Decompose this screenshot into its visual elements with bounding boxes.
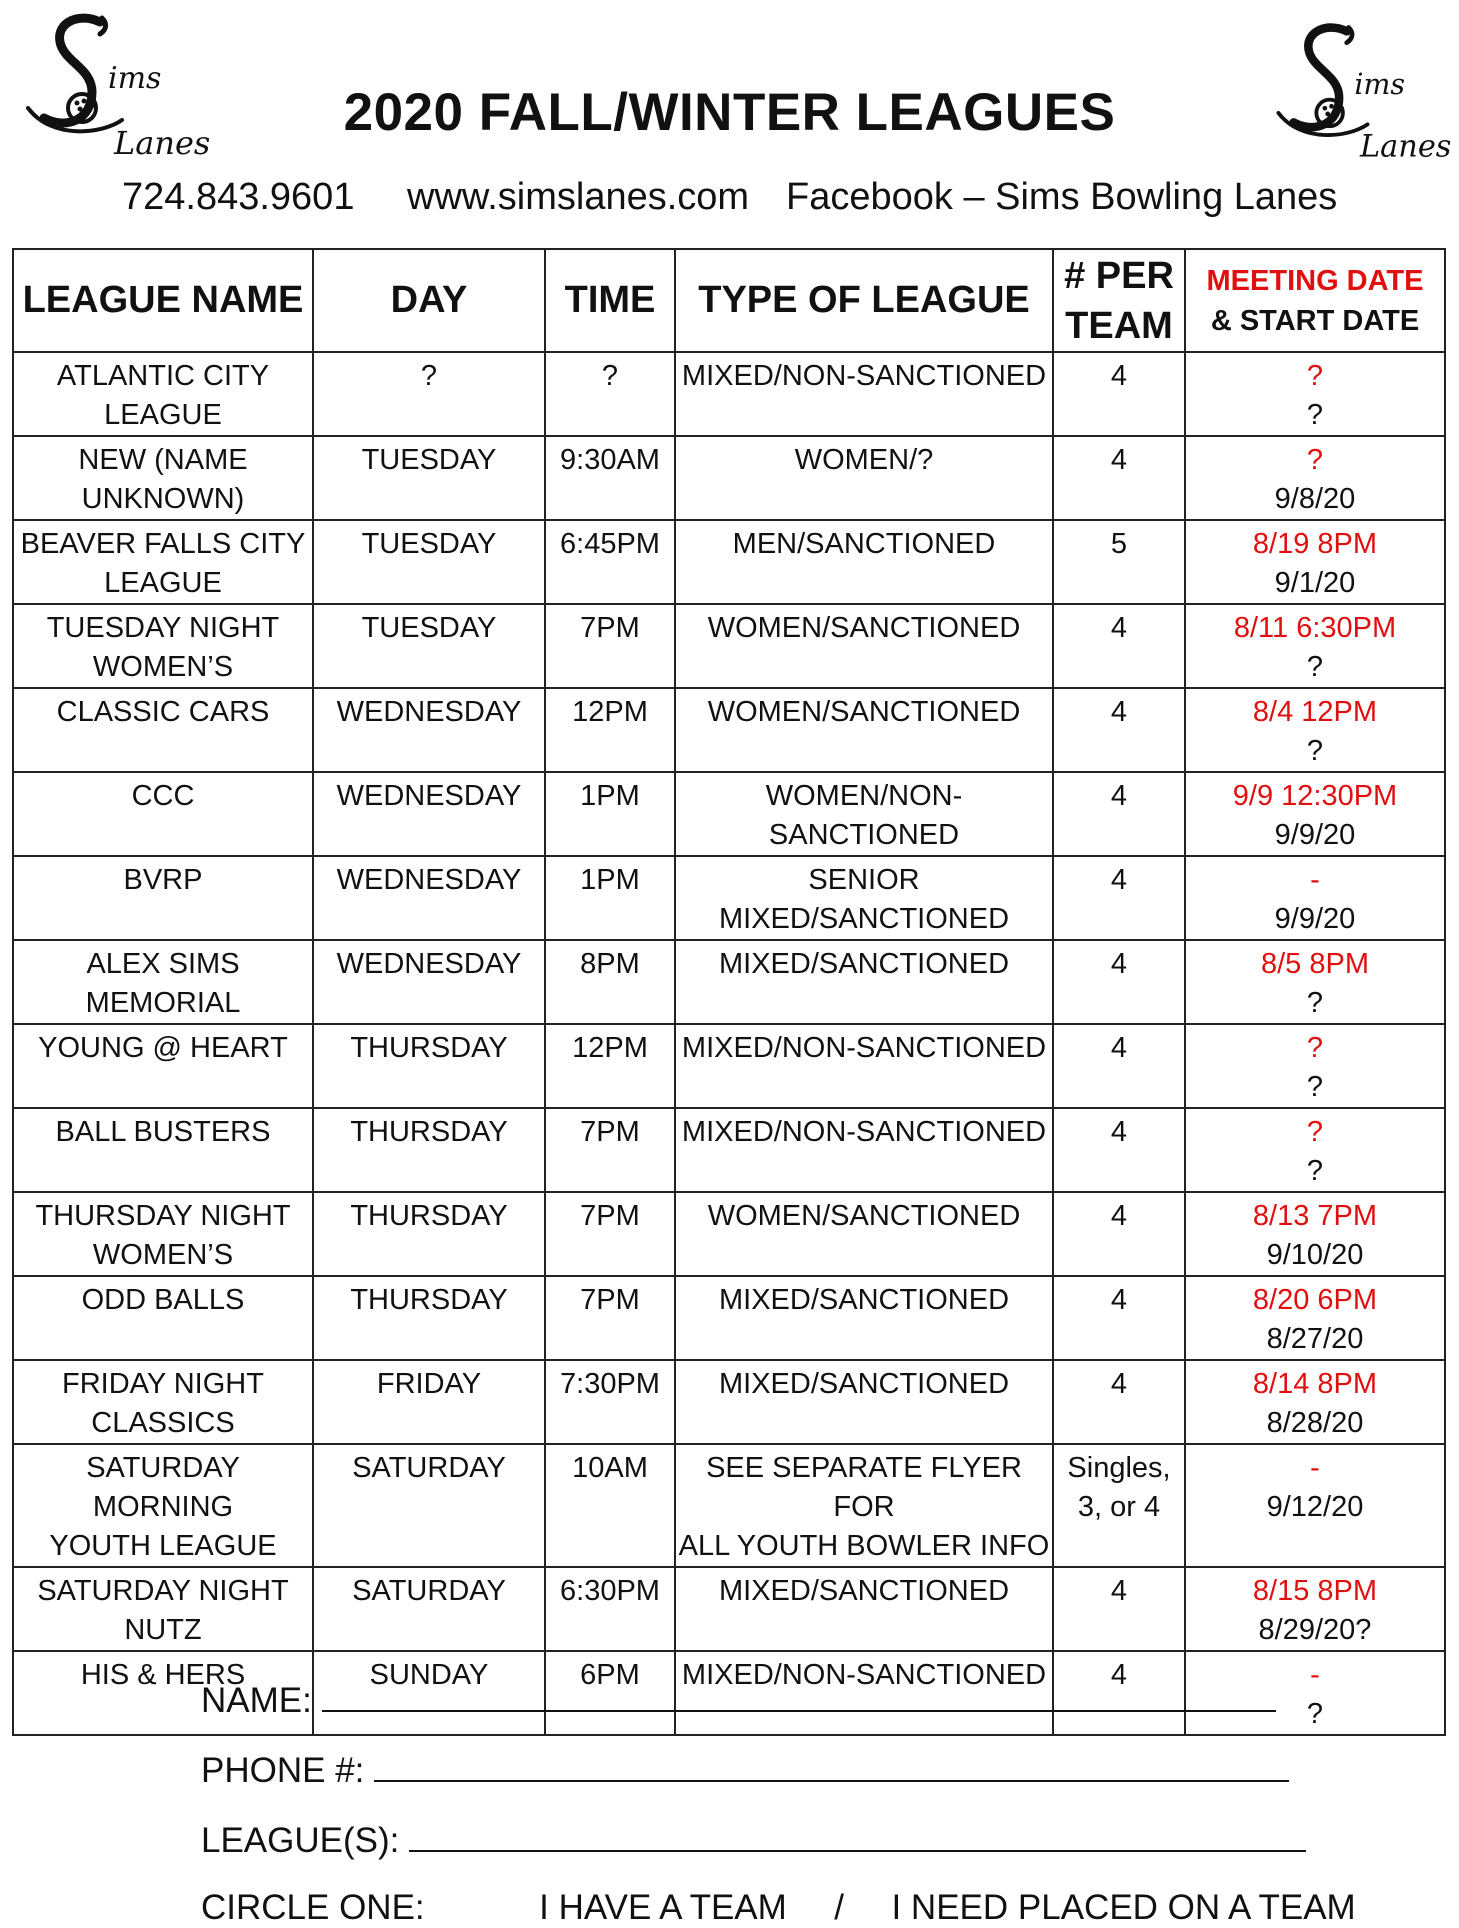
- per-team-cell-line1: 4: [1110, 696, 1128, 728]
- time-cell: 12PM: [545, 1024, 675, 1108]
- start-date-label: & START DATE: [1210, 304, 1420, 337]
- league-name-cell-line1: SATURDAY NIGHT: [37, 1575, 289, 1607]
- meeting-cell: [1185, 604, 1445, 688]
- per-team-cell: [1053, 436, 1185, 520]
- start-date: 9/1/20: [1274, 567, 1356, 599]
- start-date: ?: [1306, 1071, 1324, 1103]
- table-row: [13, 856, 1445, 940]
- league-name-cell-line2: YOUTH LEAGUE: [49, 1530, 277, 1562]
- league-name-cell: [13, 772, 313, 856]
- type-cell: [675, 520, 1053, 604]
- per-team-cell-line1: 5: [1110, 528, 1128, 560]
- type-cell-line1: WOMEN/SANCTIONED: [707, 1200, 1021, 1232]
- type-cell: [675, 352, 1053, 436]
- meeting-cell: [1185, 1444, 1445, 1567]
- option-need-team[interactable]: I NEED PLACED ON A TEAM: [891, 1888, 1356, 1927]
- league-name-cell: [13, 1108, 313, 1192]
- league-name-cell: [13, 352, 313, 436]
- league-name-cell-line2: WOMEN’S: [92, 1239, 234, 1271]
- meeting-cell: [1185, 520, 1445, 604]
- league-name-cell-line2: LEAGUE: [104, 399, 222, 431]
- start-date: ?: [1306, 651, 1324, 683]
- table-row: [13, 1444, 1445, 1567]
- type-cell-line1: WOMEN/SANCTIONED: [707, 612, 1021, 644]
- league-name-cell: [13, 436, 313, 520]
- league-name-cell: [13, 1444, 313, 1567]
- day-cell: WEDNESDAY: [313, 856, 545, 940]
- table-row: [13, 1108, 1445, 1192]
- meeting-cell: [1185, 856, 1445, 940]
- league-name-cell-line2: LEAGUE: [104, 567, 222, 599]
- phone-field[interactable]: [201, 1750, 1289, 1791]
- type-cell-line2: ALL YOUTH BOWLER INFO: [678, 1530, 1050, 1562]
- start-date: 8/29/20?: [1258, 1614, 1372, 1646]
- meeting-date: 8/11 6:30PM: [1233, 612, 1397, 644]
- logo-ims-text: ims: [1354, 67, 1406, 101]
- league-field[interactable]: [201, 1820, 1306, 1861]
- table-row: [13, 1276, 1445, 1360]
- table-header-row: [13, 249, 1445, 352]
- day-cell: SATURDAY: [313, 1567, 545, 1651]
- meeting-date: ?: [1306, 444, 1324, 476]
- type-cell-line1: WOMEN/NON-: [765, 780, 963, 812]
- day-cell: THURSDAY: [313, 1108, 545, 1192]
- start-date: ?: [1306, 987, 1324, 1019]
- meeting-date: -: [1310, 1659, 1320, 1691]
- type-cell: [675, 1444, 1053, 1567]
- league-label: LEAGUE(S):: [201, 1821, 400, 1860]
- league-name-cell-line1: HIS & HERS: [80, 1659, 246, 1691]
- table-row: [13, 1192, 1445, 1276]
- meeting-cell: [1185, 1108, 1445, 1192]
- time-cell: 9:30AM: [545, 436, 675, 520]
- meeting-date: 8/14 8PM: [1252, 1368, 1378, 1400]
- per-team-cell-line1: 4: [1110, 1116, 1128, 1148]
- type-cell-line1: MIXED/NON-SANCTIONED: [681, 360, 1047, 392]
- table-row: [13, 772, 1445, 856]
- type-cell-line1: SEE SEPARATE FLYER FOR: [706, 1452, 1022, 1523]
- per-team-cell-line1: 4: [1110, 360, 1128, 392]
- name-blank[interactable]: [322, 1680, 1276, 1712]
- start-date: ?: [1306, 1155, 1324, 1187]
- option-separator: /: [834, 1888, 845, 1927]
- table-row: [13, 1360, 1445, 1444]
- day-cell: TUESDAY: [313, 520, 545, 604]
- col-header-league-name: LEAGUE NAME: [13, 249, 313, 352]
- league-name-cell-line1: SATURDAY MORNING: [86, 1452, 240, 1523]
- per-team-cell-line1: 4: [1110, 948, 1128, 980]
- per-team-cell-line1: 4: [1110, 444, 1128, 476]
- type-cell: [675, 436, 1053, 520]
- leagues-table: [12, 248, 1446, 1736]
- time-cell: 7PM: [545, 1192, 675, 1276]
- meeting-cell: [1185, 688, 1445, 772]
- meeting-date: 8/19 8PM: [1252, 528, 1378, 560]
- meeting-cell: [1185, 1024, 1445, 1108]
- per-team-cell-line1: 4: [1110, 780, 1128, 812]
- type-cell: [675, 856, 1053, 940]
- league-blank[interactable]: [409, 1820, 1306, 1852]
- time-cell: 7PM: [545, 604, 675, 688]
- type-cell-line2: MIXED/SANCTIONED: [718, 903, 1010, 935]
- league-name-cell-line1: NEW (NAME: [78, 444, 248, 476]
- per-team-cell: [1053, 1276, 1185, 1360]
- col-header-day: DAY: [313, 249, 545, 352]
- per-team-cell: [1053, 604, 1185, 688]
- league-name-cell-line2: MEMORIAL: [85, 987, 241, 1019]
- league-name-cell-line2: WOMEN’S: [92, 651, 234, 683]
- name-label: NAME:: [201, 1681, 312, 1720]
- meeting-date: 8/4 12PM: [1252, 696, 1378, 728]
- type-cell: [675, 1360, 1053, 1444]
- start-date: ?: [1306, 399, 1324, 431]
- time-cell: 1PM: [545, 856, 675, 940]
- per-team-cell-line1: Singles,: [1067, 1452, 1171, 1484]
- phone-number: 724.843.9601: [122, 176, 355, 218]
- type-cell: [675, 604, 1053, 688]
- per-team-cell: [1053, 772, 1185, 856]
- type-cell: [675, 1276, 1053, 1360]
- league-name-cell-line2: UNKNOWN): [81, 483, 245, 515]
- day-cell: ?: [313, 352, 545, 436]
- per-team-cell-line1: 4: [1110, 1284, 1128, 1316]
- per-team-cell-line1: 4: [1110, 612, 1128, 644]
- table-row: [13, 352, 1445, 436]
- meeting-date: 8/15 8PM: [1252, 1575, 1378, 1607]
- col-header-type: TYPE OF LEAGUE: [675, 249, 1053, 352]
- type-cell-line1: SENIOR: [808, 864, 920, 896]
- time-cell: 7:30PM: [545, 1360, 675, 1444]
- league-name-cell-line1: BEAVER FALLS CITY: [20, 528, 306, 560]
- day-cell: SUNDAY: [313, 1651, 545, 1735]
- start-date: ?: [1306, 1698, 1324, 1730]
- day-cell: WEDNESDAY: [313, 688, 545, 772]
- league-name-cell-line1: ATLANTIC CITY: [56, 360, 270, 392]
- day-cell: THURSDAY: [313, 1192, 545, 1276]
- per-team-line2: TEAM: [1065, 304, 1173, 347]
- meeting-cell: [1185, 352, 1445, 436]
- league-name-cell: [13, 856, 313, 940]
- per-team-cell-line1: 4: [1110, 1200, 1128, 1232]
- meeting-date: 8/5 8PM: [1261, 948, 1369, 980]
- option-have-team[interactable]: I HAVE A TEAM: [539, 1888, 787, 1927]
- table-row: [13, 1024, 1445, 1108]
- league-name-cell-line1: THURSDAY NIGHT: [35, 1200, 291, 1232]
- day-cell: TUESDAY: [313, 436, 545, 520]
- meeting-date: -: [1310, 864, 1320, 896]
- time-cell: 6PM: [545, 1651, 675, 1735]
- logo-ims-text: ims: [108, 61, 162, 96]
- league-name-cell-line2: NUTZ: [124, 1614, 202, 1646]
- league-name-cell-line1: TUESDAY NIGHT: [46, 612, 280, 644]
- league-name-cell-line1: BVRP: [123, 864, 203, 896]
- type-cell-line1: WOMEN/SANCTIONED: [707, 696, 1021, 728]
- table-row: [13, 604, 1445, 688]
- league-name-cell: [13, 604, 313, 688]
- table-row: [13, 1567, 1445, 1651]
- per-team-cell: [1053, 1567, 1185, 1651]
- meeting-date: 9/9 12:30PM: [1232, 780, 1398, 812]
- per-team-cell-line1: 4: [1110, 864, 1128, 896]
- type-cell: [675, 772, 1053, 856]
- circle-one-label: CIRCLE ONE:: [201, 1888, 425, 1927]
- meeting-cell: [1185, 436, 1445, 520]
- per-team-cell-line1: 4: [1110, 1659, 1128, 1691]
- type-cell-line1: MIXED/NON-SANCTIONED: [681, 1032, 1047, 1064]
- type-cell-line1: MIXED/NON-SANCTIONED: [681, 1116, 1047, 1148]
- day-cell: FRIDAY: [313, 1360, 545, 1444]
- meeting-date: ?: [1306, 1032, 1324, 1064]
- start-date: 9/8/20: [1274, 483, 1356, 515]
- start-date: 8/27/20: [1266, 1323, 1364, 1355]
- per-team-cell-line1: 4: [1110, 1368, 1128, 1400]
- type-cell-line2: SANCTIONED: [768, 819, 960, 851]
- league-name-cell-line1: CCC: [131, 780, 195, 812]
- start-date: 9/9/20: [1274, 903, 1356, 935]
- type-cell: [675, 688, 1053, 772]
- phone-label: PHONE #:: [201, 1751, 365, 1790]
- col-header-time: TIME: [545, 249, 675, 352]
- day-cell: SATURDAY: [313, 1444, 545, 1567]
- meeting-date: ?: [1306, 1116, 1324, 1148]
- meeting-cell: [1185, 1360, 1445, 1444]
- col-header-per-team: [1053, 249, 1185, 352]
- league-name-cell: [13, 1567, 313, 1651]
- time-cell: ?: [545, 352, 675, 436]
- league-name-cell-line2: CLASSICS: [91, 1407, 235, 1439]
- per-team-cell: [1053, 520, 1185, 604]
- league-name-cell-line1: YOUNG @ HEART: [38, 1032, 288, 1064]
- time-cell: 7PM: [545, 1276, 675, 1360]
- day-cell: WEDNESDAY: [313, 940, 545, 1024]
- day-cell: THURSDAY: [313, 1024, 545, 1108]
- per-team-cell: [1053, 856, 1185, 940]
- table-row: [13, 520, 1445, 604]
- per-team-cell: [1053, 1360, 1185, 1444]
- per-team-cell: [1053, 1024, 1185, 1108]
- time-cell: 6:45PM: [545, 520, 675, 604]
- start-date: ?: [1306, 735, 1324, 767]
- league-name-cell: [13, 1276, 313, 1360]
- type-cell-line1: MIXED/SANCTIONED: [718, 1368, 1010, 1400]
- phone-blank[interactable]: [374, 1750, 1289, 1782]
- league-name-cell-line1: CLASSIC CARS: [56, 696, 270, 728]
- per-team-cell: [1053, 688, 1185, 772]
- league-name-cell: [13, 1360, 313, 1444]
- circle-one-row: [201, 1888, 1356, 1928]
- league-name-cell-line1: ALEX SIMS: [86, 948, 240, 980]
- type-cell-line1: MIXED/SANCTIONED: [718, 1575, 1010, 1607]
- start-date: 9/12/20: [1266, 1491, 1364, 1523]
- logo-lanes-text: Lanes: [114, 124, 211, 162]
- league-name-cell-line1: BALL BUSTERS: [55, 1116, 271, 1148]
- meeting-date: 8/13 7PM: [1252, 1200, 1378, 1232]
- meeting-date: 8/20 6PM: [1252, 1284, 1378, 1316]
- per-team-cell-line1: 4: [1110, 1575, 1128, 1607]
- start-date: 9/9/20: [1274, 819, 1356, 851]
- time-cell: 12PM: [545, 688, 675, 772]
- table-row: [13, 436, 1445, 520]
- start-date: 9/10/20: [1266, 1239, 1364, 1271]
- day-cell: TUESDAY: [313, 604, 545, 688]
- meeting-date: ?: [1306, 360, 1324, 392]
- league-name-cell-line1: FRIDAY NIGHT: [62, 1368, 264, 1400]
- meeting-cell: [1185, 772, 1445, 856]
- col-header-meeting: [1185, 249, 1445, 352]
- time-cell: 1PM: [545, 772, 675, 856]
- type-cell: [675, 940, 1053, 1024]
- meeting-cell: [1185, 1276, 1445, 1360]
- type-cell-line1: MEN/SANCTIONED: [732, 528, 996, 560]
- table-row: [13, 940, 1445, 1024]
- league-name-cell: [13, 940, 313, 1024]
- meeting-date: -: [1310, 1452, 1320, 1484]
- time-cell: 8PM: [545, 940, 675, 1024]
- page-title: 2020 FALL/WINTER LEAGUES: [343, 83, 1116, 142]
- per-team-cell: [1053, 1108, 1185, 1192]
- meeting-cell: [1185, 1567, 1445, 1651]
- logo-lanes-text: Lanes: [1360, 129, 1452, 165]
- type-cell: [675, 1192, 1053, 1276]
- type-cell-line1: WOMEN/?: [794, 444, 934, 476]
- league-name-cell: [13, 1024, 313, 1108]
- per-team-cell: [1053, 1444, 1185, 1567]
- meeting-cell: [1185, 1192, 1445, 1276]
- table-row: [13, 688, 1445, 772]
- type-cell-line1: MIXED/SANCTIONED: [718, 1284, 1010, 1316]
- league-name-cell: [13, 688, 313, 772]
- time-cell: 6:30PM: [545, 1567, 675, 1651]
- per-team-cell: [1053, 1192, 1185, 1276]
- type-cell-line1: MIXED/NON-SANCTIONED: [681, 1659, 1047, 1691]
- per-team-cell: [1053, 940, 1185, 1024]
- type-cell: [675, 1024, 1053, 1108]
- type-cell-line1: MIXED/SANCTIONED: [718, 948, 1010, 980]
- league-name-cell: [13, 520, 313, 604]
- day-cell: WEDNESDAY: [313, 772, 545, 856]
- time-cell: 10AM: [545, 1444, 675, 1567]
- name-field[interactable]: [201, 1680, 1276, 1721]
- meeting-date-label: MEETING DATE: [1206, 264, 1424, 297]
- facebook-text: Facebook – Sims Bowling Lanes: [786, 176, 1338, 218]
- website-link[interactable]: www.simslanes.com: [407, 176, 750, 218]
- day-cell: THURSDAY: [313, 1276, 545, 1360]
- type-cell: [675, 1108, 1053, 1192]
- start-date: 8/28/20: [1266, 1407, 1364, 1439]
- per-team-cell-line2: 3, or 4: [1077, 1491, 1161, 1523]
- league-name-cell: [13, 1192, 313, 1276]
- time-cell: 7PM: [545, 1108, 675, 1192]
- league-name-cell-line1: ODD BALLS: [81, 1284, 245, 1316]
- type-cell: [675, 1567, 1053, 1651]
- per-team-cell-line1: 4: [1110, 1032, 1128, 1064]
- meeting-cell: [1185, 940, 1445, 1024]
- per-team-cell: [1053, 352, 1185, 436]
- per-team-line1: # PER: [1064, 254, 1174, 297]
